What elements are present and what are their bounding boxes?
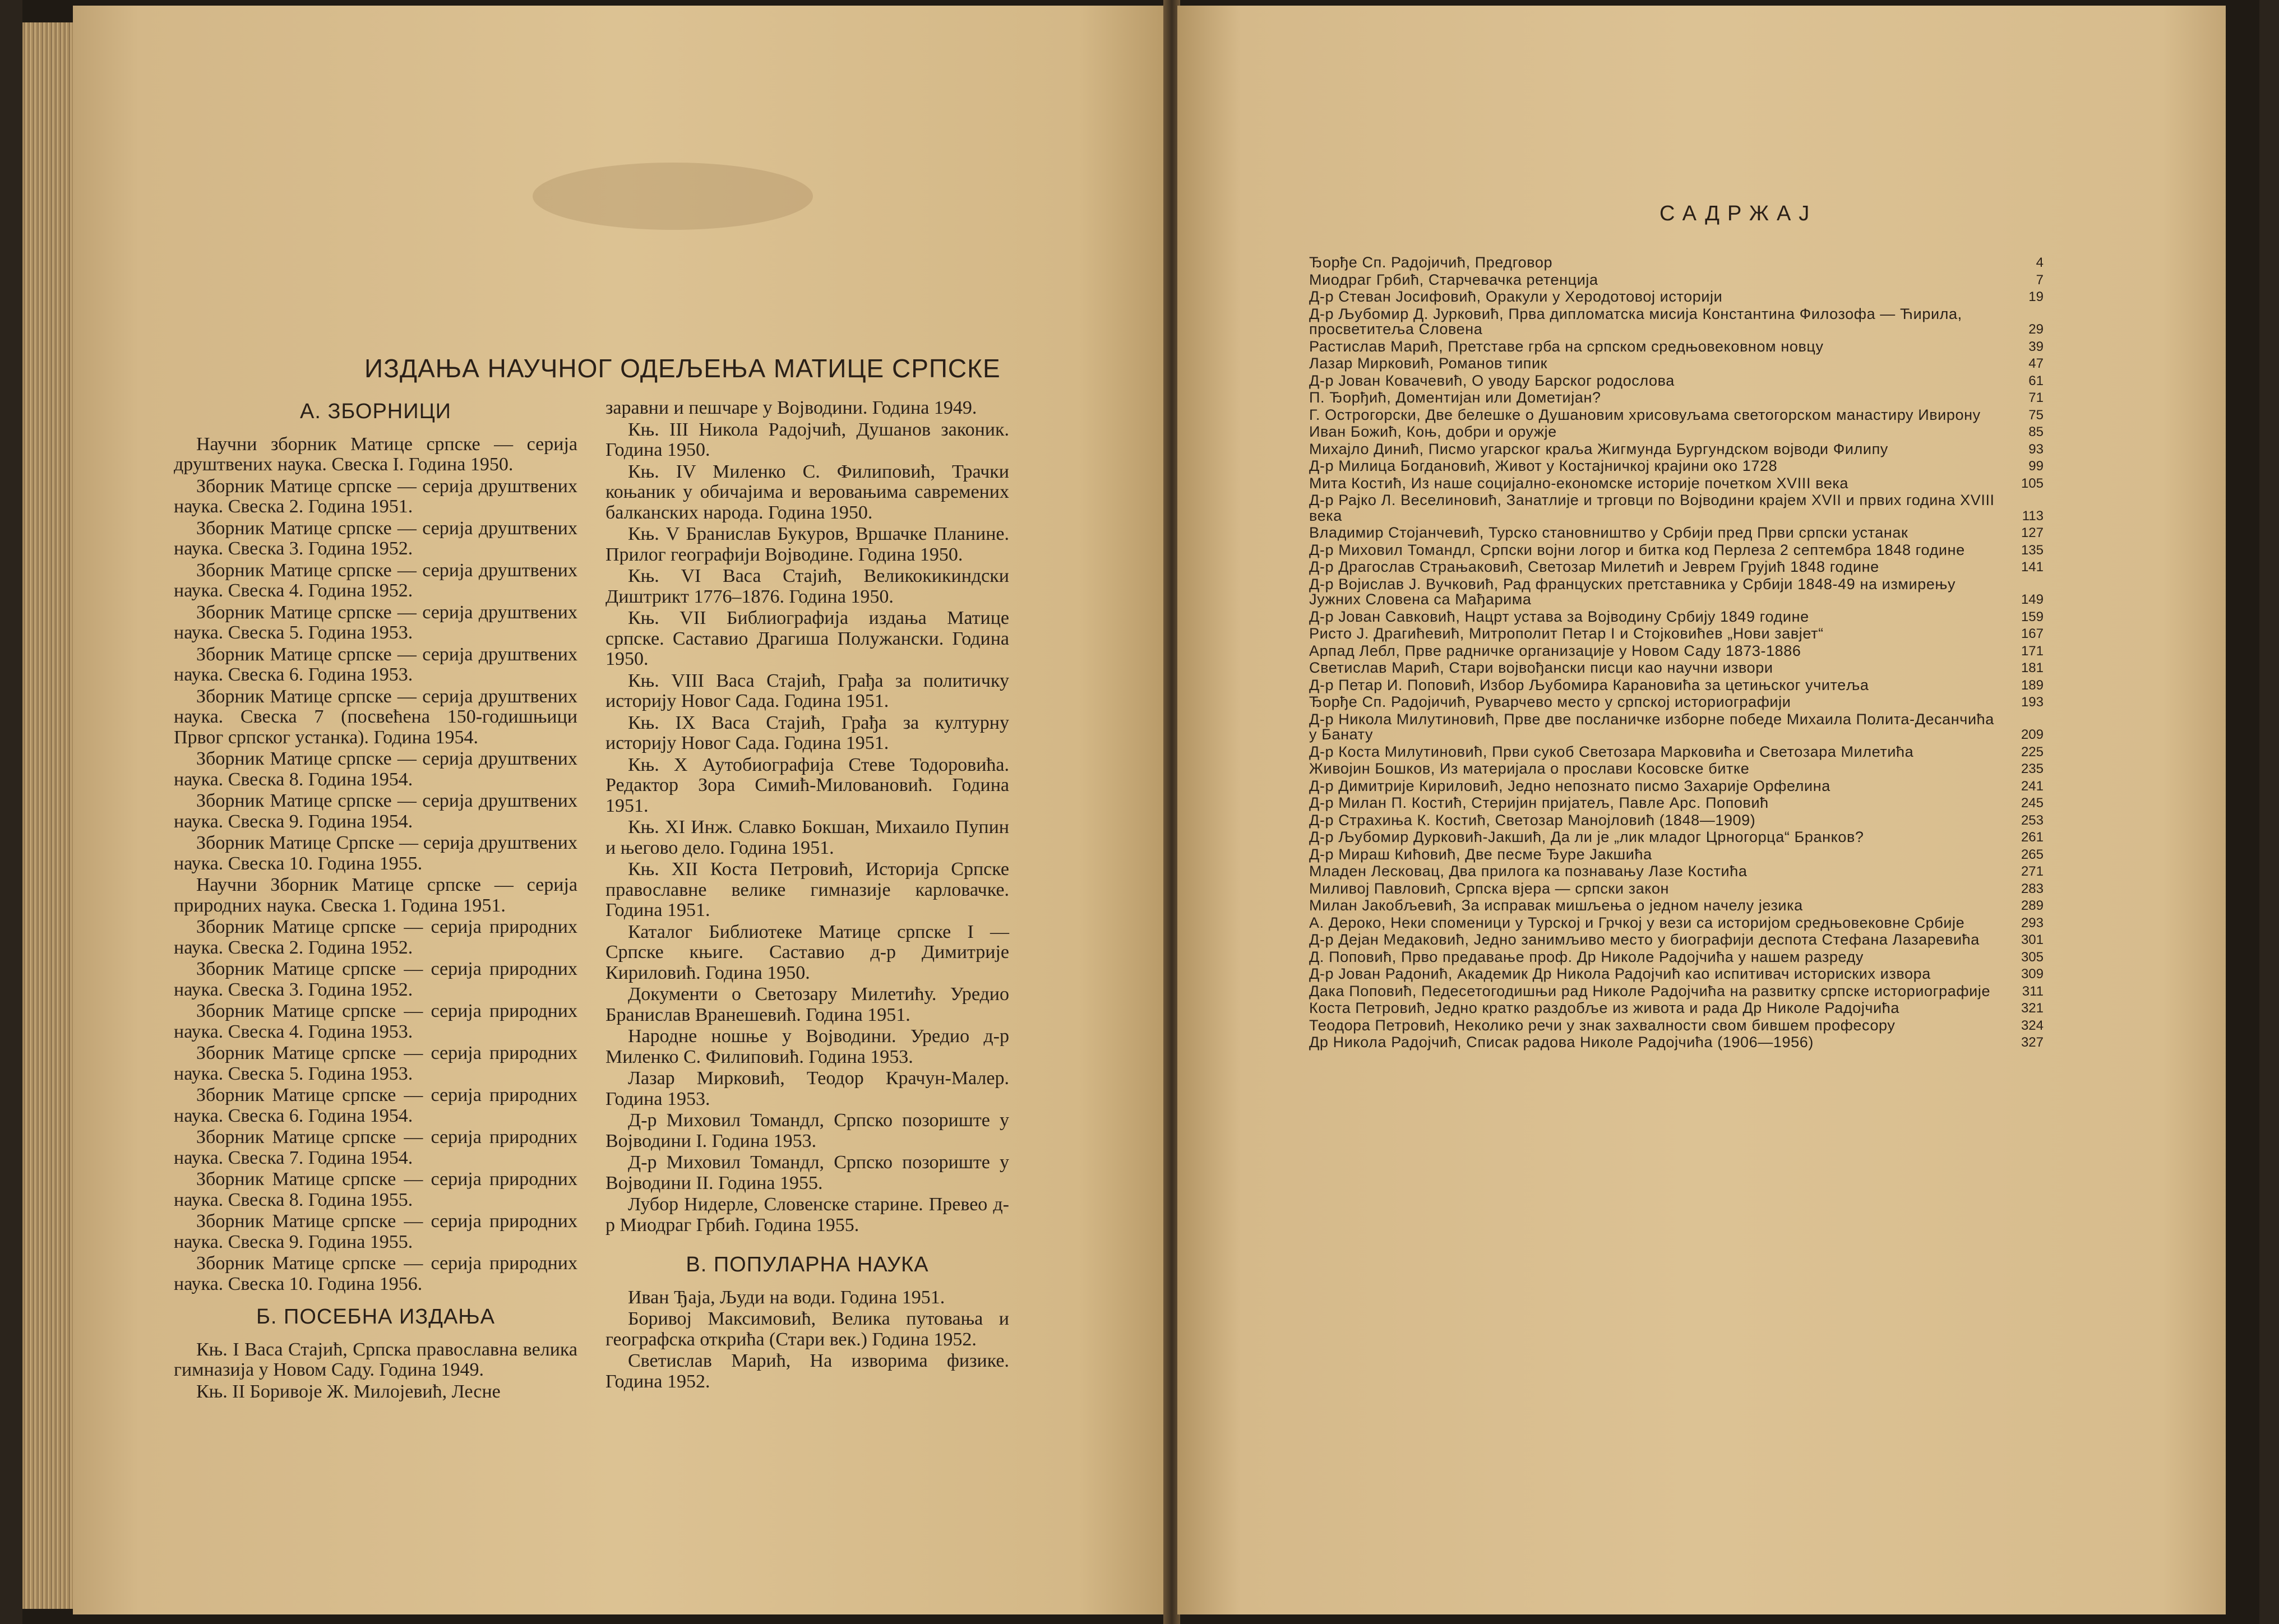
toc-entry bbox=[1309, 712, 2044, 743]
toc-entry-title: Живојин Бошков, Из материјала о прослави Косовске битке bbox=[1309, 760, 1750, 777]
toc-page-number: 47 bbox=[2028, 356, 2044, 371]
toc-entry bbox=[1309, 442, 2044, 457]
toc-page-number: 271 bbox=[2021, 864, 2044, 879]
page-edges bbox=[22, 22, 76, 1609]
toc-entry-title: Д-р Милан П. Костић, Стеријин пријатељ, Павле Арс. Поповић bbox=[1309, 794, 1769, 811]
toc-entry bbox=[1309, 1018, 2044, 1034]
toc-entry-title: А. Дероко, Неки споменици у Турској и Грчкој у вези са историјом средњовековне Србије bbox=[1309, 914, 1965, 931]
toc-entry bbox=[1309, 577, 2044, 608]
list-item: Научни зборник Матице српске — серија друштвених наука. Свеска I. Година 1950. bbox=[174, 433, 577, 475]
posebna-list-col1 bbox=[174, 1340, 577, 1403]
list-item: Зборник Матице српске — серија природних наука. Свеска 6. Година 1954. bbox=[174, 1085, 577, 1126]
toc-entry bbox=[1309, 559, 2044, 575]
toc-entry bbox=[1309, 966, 2044, 982]
list-item: Документи о Светозару Милетићу. Уредио Бранислав Вранешевић. Година 1951. bbox=[605, 984, 1009, 1025]
toc-page-number: 245 bbox=[2021, 795, 2044, 811]
list-item: Књ. III Никола Радојчић, Душанов законик. Година 1950. bbox=[605, 419, 1009, 460]
toc-page-number: 167 bbox=[2021, 626, 2044, 641]
toc-entry-title: Д-р Војислав Ј. Вучковић, Рад француских претставника у Србији 1848-49 на измирењу Јужних Словена са Мађарима bbox=[1309, 575, 1956, 608]
posebna-list-col2 bbox=[605, 398, 1009, 1236]
list-item: Књ. XII Коста Петровић, Историја Српске православне велике гимназије карловачке. Година 1951. bbox=[605, 859, 1009, 920]
toc-entry-title: Д-р Милица Богдановић, Живот у Костајничкој крајини око 1728 bbox=[1309, 457, 1778, 474]
toc-entry bbox=[1309, 1035, 2044, 1051]
toc-entry bbox=[1309, 356, 2044, 372]
toc-entry-title: Светислав Марић, Стари војвођански писци као научни извори bbox=[1309, 659, 1773, 676]
toc-entry-title: Коста Петровић, Једно кратко раздобље из живота и рада Др Николе Радојчића bbox=[1309, 1000, 1899, 1016]
toc-page-number: 181 bbox=[2021, 660, 2044, 675]
toc-entry bbox=[1309, 813, 2044, 829]
toc-page-number: 283 bbox=[2021, 881, 2044, 896]
toc-entry bbox=[1309, 795, 2044, 811]
list-item: Лубор Нидерле, Словенске старине. Превео д-р Миодраг Грбић. Година 1955. bbox=[605, 1194, 1009, 1236]
toc-entry bbox=[1309, 864, 2044, 880]
list-item: Зборник Матице српске — серија природних наука. Свеска 2. Година 1952. bbox=[174, 917, 577, 958]
toc-page-number: 289 bbox=[2021, 898, 2044, 913]
toc-entry bbox=[1309, 644, 2044, 659]
toc-entry-title: Д-р Драгослав Страњаковић, Светозар Милетић и Јеврем Грујић 1848 године bbox=[1309, 558, 1879, 575]
toc-page-number: 265 bbox=[2021, 846, 2044, 862]
left-column-2 bbox=[605, 398, 1009, 1393]
toc-entry-title: Д-р Петар И. Поповић, Избор Љубомира Карановића за цетињског учитеља bbox=[1309, 676, 1869, 693]
section-heading-zbornici: А. ЗБОРНИЦИ bbox=[299, 400, 451, 423]
toc-entry-title: Д-р Љубомир Дурковић-Јакшић, Да ли је „лик младог Црногорца“ Бранков? bbox=[1309, 829, 1864, 845]
toc-page-number: 4 bbox=[2036, 255, 2044, 270]
toc-page-number: 301 bbox=[2021, 932, 2044, 947]
toc-entry-title: Ђорђе Сп. Радојичић, Руварчево место у српској историографији bbox=[1309, 693, 1791, 710]
list-item: Зборник Матице српске — серија друштвених наука. Свеска 5. Година 1953. bbox=[174, 602, 577, 643]
toc-entry-title: Г. Острогорски, Две белешке о Душановим хрисовуљама светогорском манастиру Ивирону bbox=[1309, 406, 1981, 423]
toc-entry-title: Д-р Коста Милутиновић, Први сукоб Светозара Марковића и Светозара Милетића bbox=[1309, 743, 1914, 760]
toc-page-number: 99 bbox=[2028, 459, 2044, 474]
toc-entry-title: Д-р Дејан Медаковић, Једно занимљиво место у биографији деспота Стефана Лазаревића bbox=[1309, 931, 1980, 948]
toc-entry bbox=[1309, 898, 2044, 914]
toc-page-number: 135 bbox=[2021, 542, 2044, 558]
toc-entry-title: Теодора Петровић, Неколико речи у знак захвалности свом бившем професору bbox=[1309, 1016, 1896, 1034]
toc-page-number: 71 bbox=[2028, 390, 2044, 405]
toc-entry bbox=[1309, 779, 2044, 794]
toc-page-number: 105 bbox=[2021, 475, 2044, 491]
toc-page-number: 324 bbox=[2021, 1017, 2044, 1033]
list-item: Књ. VIII Васа Стајић, Грађа за политичку историју Новог Сада. Година 1951. bbox=[605, 670, 1009, 711]
toc-entry-title: Арпад Лебл, Прве радничке организације у Новом Саду 1873-1886 bbox=[1309, 642, 1801, 659]
toc-page-number: 171 bbox=[2021, 643, 2044, 659]
toc-entry-title: Д-р Никола Милутиновић, Прве две посланичке изборне победе Михаила Полита-Десанчића у Банату bbox=[1309, 710, 1994, 743]
toc-entry-title: Д-р Јован Радонић, Академик Др Никола Радојчић као испитивач историских извора bbox=[1309, 965, 1931, 982]
toc-entry bbox=[1309, 476, 2044, 492]
toc-page-number: 241 bbox=[2021, 778, 2044, 794]
toc-entry bbox=[1309, 1001, 2044, 1016]
list-item: Књ. XI Инж. Славко Бокшан, Михаило Пупин и његово дело. Година 1951. bbox=[605, 817, 1009, 858]
list-item: Књ. I Васа Стајић, Српска православна велика гимназија у Новом Саду. Година 1949. bbox=[174, 1339, 577, 1380]
table-of-contents bbox=[1309, 255, 2044, 1052]
toc-page-number: 235 bbox=[2021, 761, 2044, 776]
toc-entry-title: Михајло Динић, Писмо угарског краља Жигмунда Бургундском војводи Филипу bbox=[1309, 440, 1888, 457]
toc-entry-title: Миодраг Грбић, Старчевачка ретенција bbox=[1309, 271, 1598, 288]
zbornici-list bbox=[174, 434, 577, 1295]
toc-page-number: 261 bbox=[2021, 830, 2044, 845]
toc-title: САДРЖАЈ bbox=[1659, 202, 1818, 225]
toc-page-number: 321 bbox=[2021, 1001, 2044, 1016]
list-item: Књ. V Бранислав Букуров, Вршачке Планине. Прилог географији Војводине. Година 1950. bbox=[605, 524, 1009, 565]
list-item: Зборник Матице српске — серија друштвених наука. Свеска 7 (посвећена 150-годишњици Првог српског устанка). Година 1954. bbox=[174, 686, 577, 748]
list-item: Научни Зборник Матице српске — серија природних наука. Свеска 1. Година 1951. bbox=[174, 875, 577, 916]
list-item: Зборник Матице српске — серија друштвених наука. Свеска 8. Година 1954. bbox=[174, 748, 577, 790]
toc-page-number: 29 bbox=[2028, 322, 2044, 337]
toc-entry bbox=[1309, 950, 2044, 965]
toc-entry-title: Лазар Мирковић, Романов типик bbox=[1309, 355, 1548, 372]
toc-page-number: 311 bbox=[2022, 983, 2044, 999]
toc-page-number: 305 bbox=[2021, 949, 2044, 965]
page-title: ИЗДАЊА НАУЧНОГ ОДЕЉЕЊА МАТИЦЕ СРПСКЕ bbox=[364, 354, 1001, 383]
toc-entry bbox=[1309, 744, 2044, 760]
toc-entry-title: Ристо Ј. Драгићевић, Митрополит Петар I и Стојковићев „Нови завјет“ bbox=[1309, 625, 1824, 642]
toc-page-number: 327 bbox=[2021, 1035, 2044, 1050]
toc-page-number: 39 bbox=[2028, 339, 2044, 354]
toc-entry bbox=[1309, 932, 2044, 948]
list-item: Зборник Матице српске — серија природних наука. Свеска 10. Година 1956. bbox=[174, 1253, 577, 1294]
toc-entry-title: Милан Јакобљевић, За исправак мишљења о једном начелу језика bbox=[1309, 897, 1803, 914]
toc-entry-title: Д-р Јован Савковић, Нацрт устава за Војводину Србију 1849 године bbox=[1309, 608, 1809, 625]
toc-entry-title: Д-р Димитрије Кириловић, Једно непознато писмо Захарије Орфелина bbox=[1309, 777, 1830, 794]
toc-entry-title: Д-р Рајко Л. Веселиновић, Занатлије и трговци по Војводини крајем XVII и првих година XVIII века bbox=[1309, 492, 1995, 524]
toc-page-number: 61 bbox=[2028, 373, 2044, 388]
left-column-1 bbox=[174, 398, 577, 1403]
toc-entry bbox=[1309, 695, 2044, 710]
list-item: Каталог Библиотеке Матице српске I — Српске књиге. Саставио д-р Димитрије Кириловић. Година 1950. bbox=[605, 921, 1009, 983]
list-item: Књ. VII Библиографија издања Матице српске. Саставио Драгиша Полужански. Година 1950. bbox=[605, 608, 1009, 669]
list-item: Светислав Марић, На изворима физике. Година 1952. bbox=[605, 1350, 1009, 1392]
toc-entry bbox=[1309, 761, 2044, 777]
toc-page-number: 189 bbox=[2021, 677, 2044, 693]
toc-entry bbox=[1309, 255, 2044, 271]
list-item: Зборник Матице српске — серија друштвених наука. Свеска 9. Година 1954. bbox=[174, 790, 577, 832]
toc-page-number: 93 bbox=[2028, 441, 2044, 457]
toc-page-number: 149 bbox=[2021, 592, 2044, 607]
list-item: Књ. IX Васа Стајић, Грађа за културну историју Новог Сада. Година 1951. bbox=[605, 712, 1009, 753]
toc-entry bbox=[1309, 339, 2044, 355]
toc-entry-title: Растислав Марић, Претставе грба на српском средњовековном новцу bbox=[1309, 337, 1824, 355]
list-item: Књ. II Боривоје Ж. Милојевић, Лесне bbox=[196, 1381, 501, 1402]
toc-page-number: 113 bbox=[2022, 508, 2044, 524]
list-item: Зборник Матице Српске — серија друштвених наука. Свеска 10. Година 1955. bbox=[174, 832, 577, 874]
toc-entry bbox=[1309, 525, 2044, 541]
list-item: Зборник Матице српске — серија друштвених наука. Свеска 6. Година 1953. bbox=[174, 644, 577, 685]
toc-page-number: 159 bbox=[2021, 609, 2044, 624]
list-item: Зборник Матице српске — серија друштвених наука. Свеска 4. Година 1952. bbox=[174, 559, 577, 601]
toc-entry bbox=[1309, 390, 2044, 406]
list-item: Зборник Матице српске — серија природних наука. Свеска 5. Година 1953. bbox=[174, 1043, 577, 1084]
toc-page-number: 309 bbox=[2021, 966, 2044, 982]
toc-entry bbox=[1309, 984, 2044, 1000]
toc-entry bbox=[1309, 493, 2044, 524]
toc-page-number: 7 bbox=[2036, 272, 2044, 288]
toc-entry bbox=[1309, 660, 2044, 676]
list-item: заравни и пешчаре у Војводини. Година 1949. bbox=[605, 397, 977, 418]
toc-entry-title: Младен Лесковац, Два прилога ка познавању Лазе Костића bbox=[1309, 863, 1748, 880]
list-item: Зборник Матице српске — серија природних наука. Свеска 8. Година 1955. bbox=[174, 1169, 577, 1210]
toc-entry-title: Ђорђе Сп. Радојичић, Предговор bbox=[1309, 254, 1553, 271]
list-item: Лазар Мирковић, Теодор Крачун-Малер. Година 1953. bbox=[605, 1068, 1009, 1109]
toc-entry-title: П. Ђорђић, Доментијан или Дометијан? bbox=[1309, 389, 1601, 406]
section-heading-popularna: В. ПОПУЛАРНА НАУКА bbox=[686, 1253, 929, 1276]
toc-page-number: 253 bbox=[2021, 812, 2044, 828]
toc-entry-title: Д-р Мираш Кићовић, Две песме Ђуре Јакшића bbox=[1309, 845, 1652, 863]
toc-page-number: 209 bbox=[2021, 727, 2044, 742]
list-item: Д-р Миховил Томандл, Српско позориште у Војводини II. Година 1955. bbox=[605, 1152, 1009, 1193]
list-item: Зборник Матице српске — серија природних наука. Свеска 7. Година 1954. bbox=[174, 1127, 577, 1168]
list-item: Књ. X Аутобиографија Стеве Тодоровића. Редактор Зора Симић-Миловановић. Година 1951. bbox=[605, 754, 1009, 816]
list-item: Боривој Максимовић, Велика путовања и географска открића (Стари век.) Година 1952. bbox=[605, 1308, 1009, 1350]
list-item: Зборник Матице српске — серија друштвених наука. Свеска 2. Година 1951. bbox=[174, 475, 577, 517]
toc-entry bbox=[1309, 609, 2044, 625]
toc-entry bbox=[1309, 424, 2044, 440]
toc-entry-title: Мита Костић, Из наше социјално-економске историје почетком XVIII века bbox=[1309, 474, 1849, 492]
toc-entry-title: Д-р Љубомир Д. Јурковић, Прва дипломатска мисија Константина Филозофа — Ћирила, просветитеља Словена bbox=[1309, 305, 1962, 337]
toc-entry bbox=[1309, 830, 2044, 845]
toc-entry-title: Д-р Страхиња К. Костић, Светозар Манојловић (1848—1909) bbox=[1309, 811, 1756, 829]
popularna-list bbox=[605, 1288, 1009, 1392]
toc-entry-title: Д. Поповић, Прво предавање проф. Др Николе Радојчића у нашем разреду bbox=[1309, 948, 1864, 965]
section-heading-posebna: Б. ПОСЕБНА ИЗДАЊА bbox=[256, 1305, 496, 1329]
toc-entry-title: Владимир Стојанчевић, Турско становништво у Србији пред Први српски устанак bbox=[1309, 524, 1908, 541]
list-item: Зборник Матице српске — серија природних наука. Свеска 4. Година 1953. bbox=[174, 1001, 577, 1042]
toc-entry bbox=[1309, 626, 2044, 642]
list-item: Народне ношње у Војводини. Уредио д-р Миленко С. Филиповић. Година 1953. bbox=[605, 1026, 1009, 1067]
toc-entry-title: Д-р Стеван Јосифовић, Оракули у Херодотовој историји bbox=[1309, 288, 1723, 305]
toc-entry bbox=[1309, 272, 2044, 288]
toc-entry bbox=[1309, 543, 2044, 558]
toc-entry-title: Иван Божић, Коњ, добри и оружје bbox=[1309, 423, 1557, 440]
list-item: Књ. IV Миленко С. Филиповић, Трачки коњаник у обичајима и веровањима савремених балканских народа. Година 1950. bbox=[605, 461, 1009, 523]
toc-page-number: 293 bbox=[2021, 915, 2044, 931]
toc-page-number: 85 bbox=[2028, 424, 2044, 439]
list-item: Зборник Матице српске — серија друштвених наука. Свеска 3. Година 1952. bbox=[174, 517, 577, 559]
toc-entry bbox=[1309, 915, 2044, 931]
toc-entry-title: Дака Поповић, Педесетогодишњи рад Николе Радојчића на развитку српске историографије bbox=[1309, 982, 1991, 1000]
toc-entry bbox=[1309, 847, 2044, 863]
toc-page-number: 225 bbox=[2021, 744, 2044, 760]
toc-entry bbox=[1309, 678, 2044, 693]
toc-entry bbox=[1309, 459, 2044, 474]
toc-entry bbox=[1309, 881, 2044, 897]
toc-page-number: 193 bbox=[2021, 695, 2044, 710]
toc-entry-title: Миливој Павловић, Српска вјера — српски закон bbox=[1309, 880, 1670, 897]
toc-page-number: 75 bbox=[2028, 407, 2044, 423]
toc-entry bbox=[1309, 373, 2044, 389]
list-item: Д-р Миховил Томандл, Српско позориште у Војводини I. Година 1953. bbox=[605, 1110, 1009, 1151]
paper-stain bbox=[533, 163, 813, 230]
toc-page-number: 141 bbox=[2021, 559, 2044, 575]
list-item: Иван Ђаја, Људи на води. Година 1951. bbox=[628, 1287, 945, 1308]
list-item: Књ. VI Васа Стајић, Великокикиндски Диштрикт 1776–1876. Година 1950. bbox=[605, 566, 1009, 607]
toc-entry-title: Д-р Миховил Томандл, Српски војни логор и битка код Перлеза 2 септембра 1848 године bbox=[1309, 541, 1965, 558]
list-item: Зборник Матице српске — серија природних наука. Свеска 3. Година 1952. bbox=[174, 959, 577, 1000]
toc-entry-title: Д-р Јован Ковачевић, О уводу Барског родослова bbox=[1309, 372, 1675, 389]
toc-page-number: 127 bbox=[2021, 525, 2044, 540]
toc-entry-title: Др Никола Радојчић, Списак радова Николе Радојчића (1906—1956) bbox=[1309, 1034, 1814, 1051]
list-item: Зборник Матице српске — серија природних наука. Свеска 9. Година 1955. bbox=[174, 1211, 577, 1252]
toc-entry bbox=[1309, 307, 2044, 337]
toc-entry bbox=[1309, 408, 2044, 423]
toc-page-number: 19 bbox=[2028, 289, 2044, 304]
toc-entry bbox=[1309, 289, 2044, 305]
